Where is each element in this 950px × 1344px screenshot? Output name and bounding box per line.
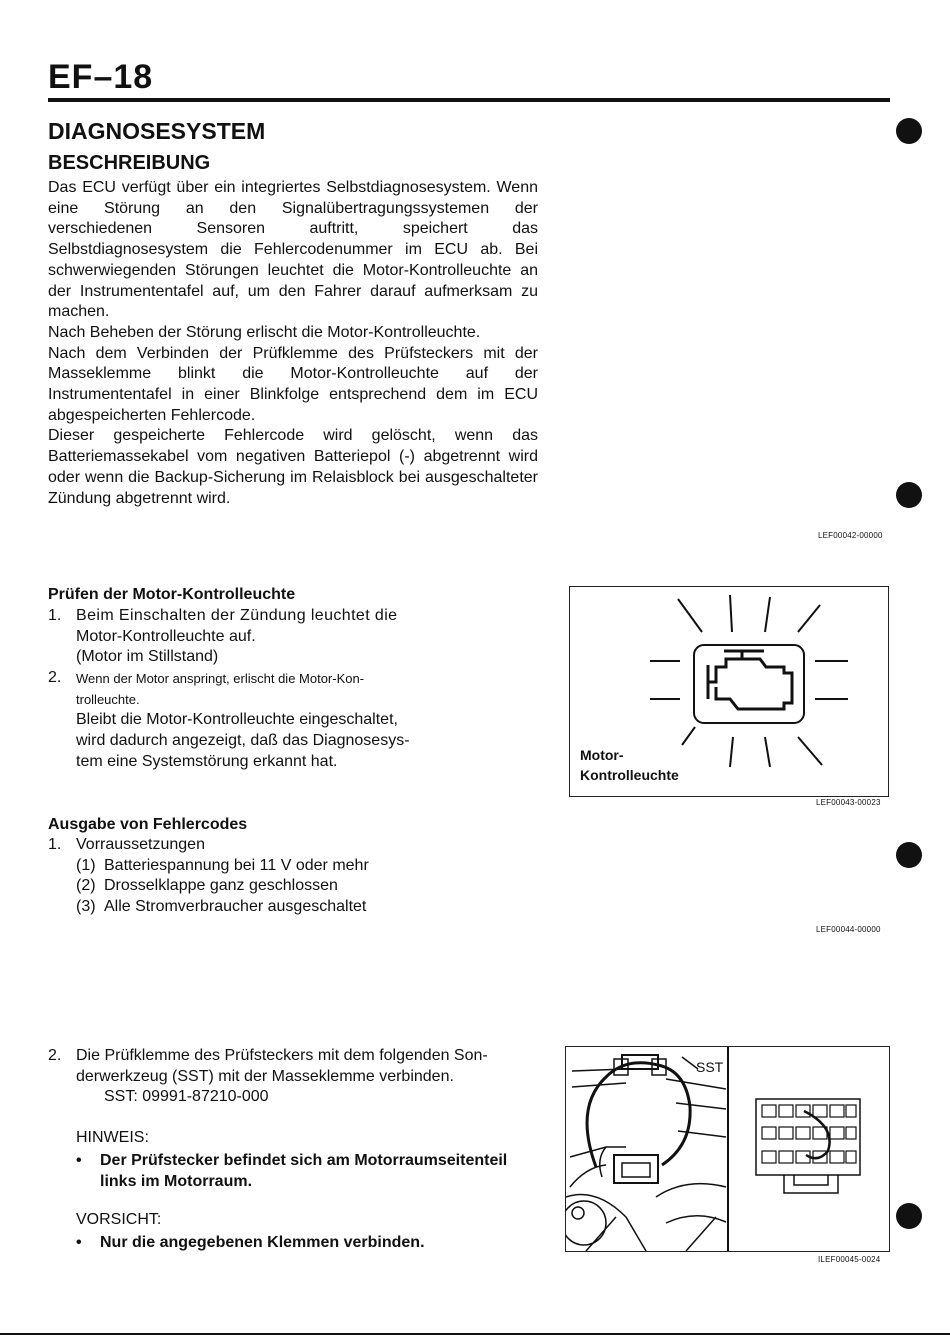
intro-paragraph: Das ECU verfügt über ein integriertes Selbstdiagnosesystem. Wenn eine Störung an den Signalübertragungssystemen der verschiedenen Sensoren auftritt, speichert das Selbstdiagnosesystem die Fehlercodenummer im ECU ab. Bei schwerwiegenden Störungen leuchtet die Motor-Kontrolleuchte an der Instrumententafel auf, um den Fahrer darauf aufmerksam zu machen. <box>48 179 538 321</box>
list-line: trolleuchte. <box>76 692 140 708</box>
list-number: 1. <box>48 607 62 624</box>
note-list <box>72 1150 542 1192</box>
margin-dot <box>896 482 922 508</box>
note-heading: HINWEIS: <box>76 1129 149 1146</box>
list-line: Beim Einschalten der Zündung leuchtet die <box>76 607 398 624</box>
section-subtitle: BESCHREIBUNG <box>48 152 211 174</box>
list-item <box>48 606 468 668</box>
list-number: 1. <box>48 836 62 853</box>
list-number: 2. <box>48 1047 62 1064</box>
list-line: tem eine Systemstörung erkannt hat. <box>76 752 338 770</box>
list-line: (Motor im Stillstand) <box>76 648 219 666</box>
list-line: wird dadurch angezeigt, daß das Diagnosesys- <box>76 731 410 749</box>
note-line: links im Motorraum. <box>100 1173 253 1190</box>
figure-warning-light <box>569 586 889 797</box>
sst-label: SST <box>696 1059 724 1075</box>
margin-dot <box>896 842 922 868</box>
reference-code: LEF00042-00000 <box>818 531 883 540</box>
figure-label: Motor- <box>580 747 624 763</box>
page-code: EF–18 <box>48 58 154 96</box>
intro-paragraph: Dieser gespeicherte Fehlercode wird gelöscht, wenn das Batteriemassekabel vom negativen Batteriepol (-) abgetrennt wird oder wenn die Backup-Sicherung im Relaisblock bei ausgeschalteter Zündung abgetrennt wird. <box>48 427 538 507</box>
output-section-title: Ausgabe von Fehlercodes <box>48 816 248 833</box>
intro-paragraph: Nach Beheben der Störung erlischt die Motor-Kontrolleuchte. <box>48 323 481 341</box>
sst-number: SST: 09991-87210-000 <box>104 1088 269 1106</box>
section-title: DIAGNOSESYSTEM <box>48 118 266 144</box>
condition-number: (3) <box>76 898 96 916</box>
engine-bay-illustration <box>566 1047 889 1251</box>
intro-text <box>48 178 538 509</box>
condition-text: Alle Stromverbraucher ausgeschaltet <box>104 898 367 916</box>
condition-text: Drosselklappe ganz geschlossen <box>104 877 338 895</box>
list-line: Wenn der Motor anspringt, erlischt die Motor-Kon- <box>76 671 365 687</box>
reference-code: LEF00044-00000 <box>816 925 881 934</box>
reference-code: LEF00043-00023 <box>816 798 881 807</box>
condition-number: (2) <box>76 877 96 895</box>
list-item <box>48 835 508 856</box>
list-line: Die Prüfklemme des Prüfsteckers mit dem folgenden Son- <box>76 1047 488 1064</box>
caution-list <box>72 1232 542 1253</box>
list-line: Bleibt die Motor-Kontrolleuchte eingeschaltet, <box>76 711 398 729</box>
figure-sst-connection <box>565 1046 890 1252</box>
figure-label: Kontrolleuchte <box>580 767 679 783</box>
caution-item: • Nur die angegebenen Klemmen verbinden. <box>72 1232 542 1253</box>
margin-dot <box>896 1203 922 1229</box>
check-section-title: Prüfen der Motor-Kontrolleuchte <box>48 586 296 603</box>
caution-heading: VORSICHT: <box>76 1211 162 1228</box>
check-list <box>48 606 468 772</box>
condition-item <box>76 856 508 877</box>
header-rule <box>48 98 890 102</box>
condition-number: (1) <box>76 856 96 874</box>
list-line: Vorraussetzungen <box>76 836 205 853</box>
list-line: derwerkzeug (SST) mit der Masseklemme verbinden. <box>76 1067 454 1085</box>
intro-paragraph: Nach dem Verbinden der Prüfklemme des Prüfsteckers mit der Masseklemme blinkt die Motor-Kontrolleuchte auf der Instrumententafel in einer Blinkfolge entsprechend dem im ECU abgespeicherten Fehlercode. <box>48 344 538 424</box>
list-item <box>48 668 468 772</box>
note-item <box>72 1150 542 1192</box>
note-line: • Der Prüfstecker befindet sich am Motorraumseitenteil <box>100 1152 508 1169</box>
condition-list <box>48 856 508 918</box>
condition-item <box>76 876 508 897</box>
condition-text: Batteriespannung bei 11 V oder mehr <box>104 856 369 874</box>
margin-dot <box>896 118 922 144</box>
footer-rule <box>0 1333 950 1335</box>
list-number: 2. <box>48 669 62 687</box>
output-list <box>48 835 508 918</box>
condition-item <box>76 897 508 918</box>
reference-code: ILEF00045-0024 <box>818 1255 881 1264</box>
list-line: Motor-Kontrolleuchte auf. <box>76 627 256 645</box>
list-item <box>48 1046 538 1108</box>
step2-text <box>48 1046 538 1108</box>
